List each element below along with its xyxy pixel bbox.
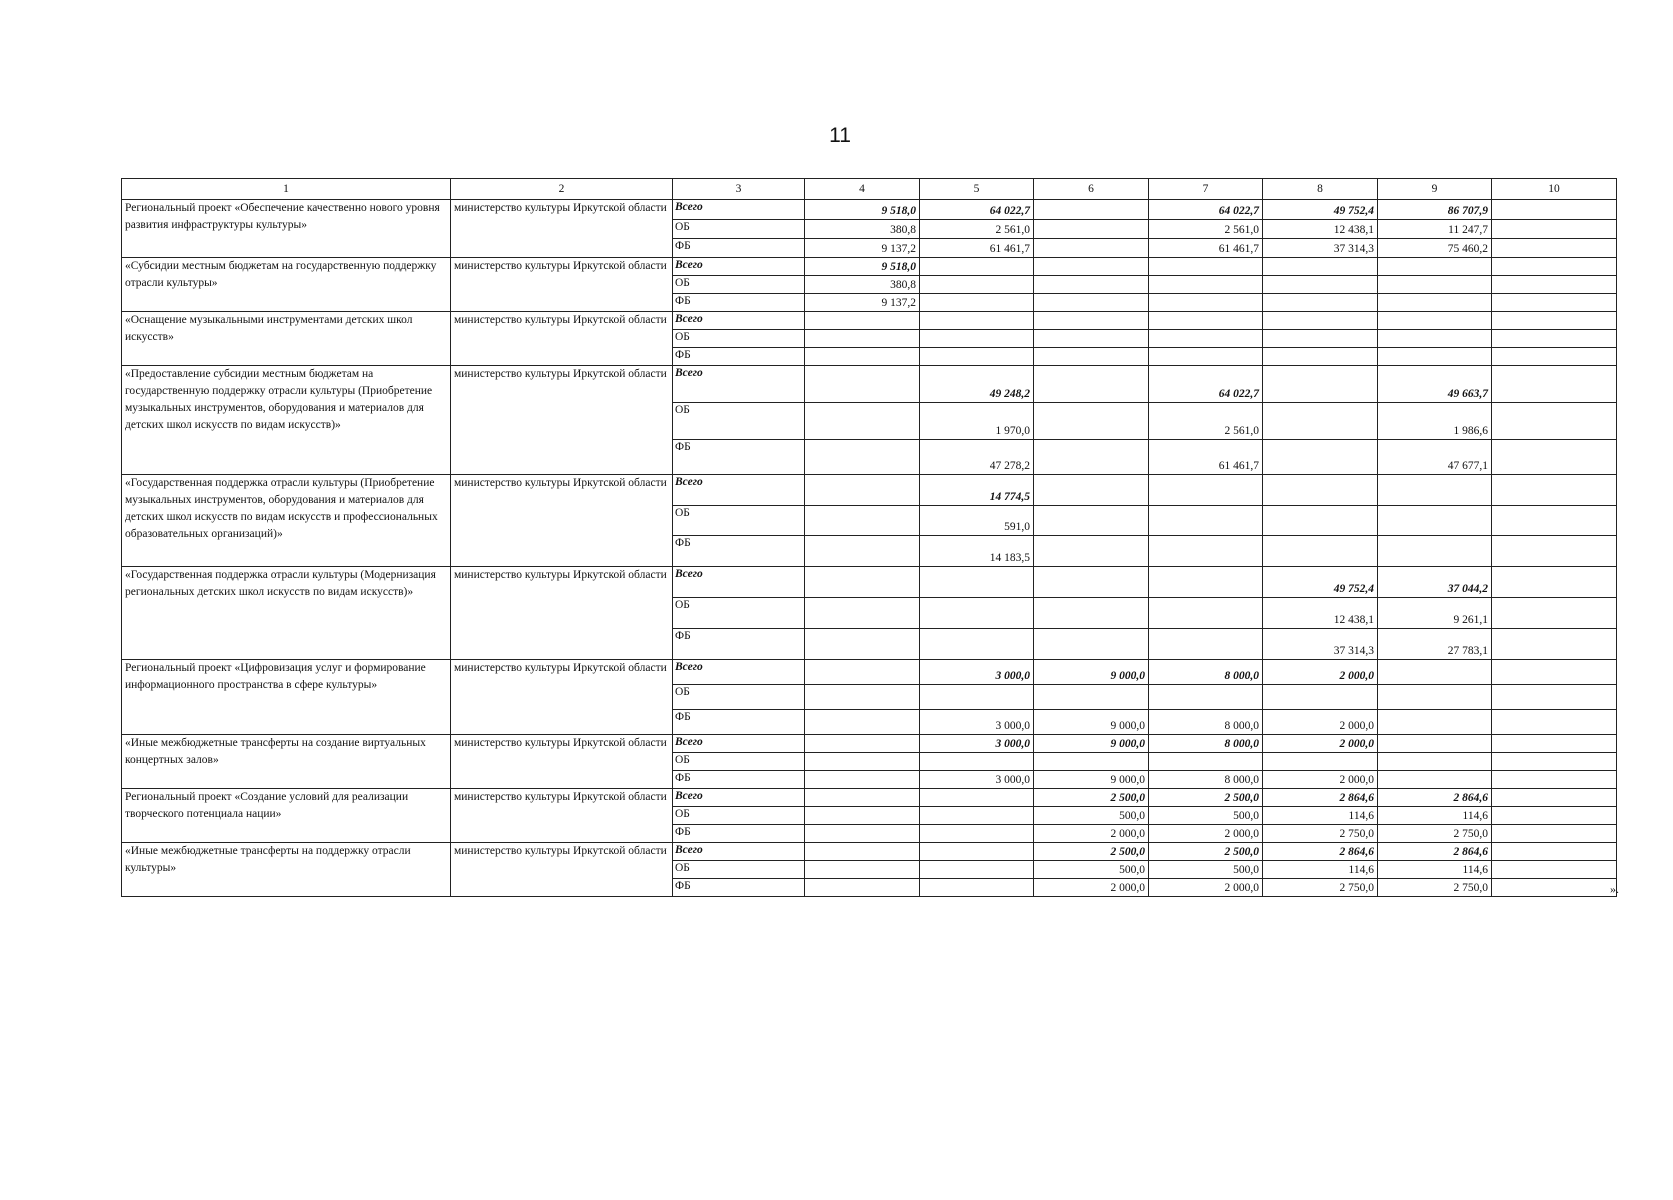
responsible-org: министерство культуры Иркутской области: [451, 843, 673, 897]
item-name: Региональный проект «Цифровизация услуг и формирование информационного пространства в сфере культуры»: [122, 660, 451, 735]
value-cell: [805, 685, 920, 710]
value-cell: 3 000,0: [920, 771, 1034, 789]
value-cell: [1492, 710, 1617, 735]
value-cell: [1034, 567, 1149, 598]
value-cell: 2 561,0: [1149, 403, 1263, 440]
value-cell: 8 000,0: [1149, 710, 1263, 735]
value-cell: 9 137,2: [805, 239, 920, 258]
value-cell: [1149, 258, 1263, 276]
value-cell: 2 500,0: [1149, 789, 1263, 807]
value-cell: 2 000,0: [1263, 771, 1378, 789]
value-cell: 2 500,0: [1034, 843, 1149, 861]
value-cell: [1378, 660, 1492, 685]
value-cell: 114,6: [1378, 861, 1492, 879]
funding-source: ОБ: [673, 807, 805, 825]
value-cell: 2 864,6: [1263, 843, 1378, 861]
value-cell: [805, 330, 920, 348]
responsible-org: министерство культуры Иркутской области: [451, 789, 673, 843]
value-cell: [1034, 506, 1149, 536]
funding-source: Всего: [673, 567, 805, 598]
value-cell: 61 461,7: [1149, 239, 1263, 258]
value-cell: 37 314,3: [1263, 239, 1378, 258]
value-cell: 64 022,7: [1149, 366, 1263, 403]
value-cell: [920, 567, 1034, 598]
value-cell: 61 461,7: [1149, 440, 1263, 475]
funding-source: Всего: [673, 789, 805, 807]
item-name: «Предоставление субсидии местным бюджетам на государственную поддержку отрасли культуры (Приобретение музыкальных инструментов, оборудования и материалов для детских школ искусств по видам искусств)»: [122, 366, 451, 475]
funding-source: ОБ: [673, 276, 805, 294]
value-cell: 2 864,6: [1378, 789, 1492, 807]
item-name: «Государственная поддержка отрасли культуры (Приобретение музыкальных инструментов, оборудования и материалов для детских школ искусств по видам искусств и профессиональных образовательных организаций)»: [122, 475, 451, 567]
responsible-org: министерство культуры Иркутской области: [451, 475, 673, 567]
funding-source: ФБ: [673, 629, 805, 660]
value-cell: [1034, 598, 1149, 629]
value-cell: [1492, 239, 1617, 258]
value-cell: [1378, 276, 1492, 294]
value-cell: [1149, 506, 1263, 536]
value-cell: 2 000,0: [1034, 825, 1149, 843]
column-header: 1: [122, 179, 451, 200]
responsible-org: министерство культуры Иркутской области: [451, 366, 673, 475]
value-cell: [1492, 294, 1617, 312]
budget-table-body: [122, 179, 1617, 897]
value-cell: 500,0: [1149, 861, 1263, 879]
funding-source: Всего: [673, 475, 805, 506]
value-cell: [1492, 536, 1617, 567]
table-row: [122, 312, 1617, 330]
value-cell: 500,0: [1034, 807, 1149, 825]
item-name: «Оснащение музыкальными инструментами детских школ искусств»: [122, 312, 451, 366]
value-cell: [1378, 753, 1492, 771]
funding-source: ФБ: [673, 348, 805, 366]
value-cell: [805, 735, 920, 753]
table-row: [122, 567, 1617, 598]
value-cell: [1034, 348, 1149, 366]
table-row: [122, 735, 1617, 753]
value-cell: 9 000,0: [1034, 735, 1149, 753]
value-cell: [1378, 771, 1492, 789]
value-cell: 591,0: [920, 506, 1034, 536]
value-cell: 64 022,7: [920, 200, 1034, 220]
value-cell: 2 000,0: [1034, 879, 1149, 897]
value-cell: [805, 807, 920, 825]
table-row: [122, 660, 1617, 685]
value-cell: [1149, 753, 1263, 771]
funding-source: Всего: [673, 258, 805, 276]
value-cell: [1263, 258, 1378, 276]
value-cell: [1263, 348, 1378, 366]
value-cell: 8 000,0: [1149, 771, 1263, 789]
value-cell: [805, 825, 920, 843]
value-cell: [1492, 475, 1617, 506]
funding-source: ФБ: [673, 239, 805, 258]
funding-source: Всего: [673, 843, 805, 861]
funding-source: ОБ: [673, 506, 805, 536]
item-name: «Государственная поддержка отрасли культуры (Модернизация региональных детских школ искусств по видам искусств)»: [122, 567, 451, 660]
value-cell: [805, 475, 920, 506]
value-cell: [805, 771, 920, 789]
funding-source: ФБ: [673, 710, 805, 735]
value-cell: 2 750,0: [1378, 825, 1492, 843]
value-cell: [920, 825, 1034, 843]
value-cell: 2 500,0: [1149, 843, 1263, 861]
value-cell: [1034, 312, 1149, 330]
value-cell: 9 000,0: [1034, 660, 1149, 685]
value-cell: [1034, 276, 1149, 294]
value-cell: 380,8: [805, 220, 920, 239]
value-cell: [1492, 660, 1617, 685]
value-cell: 9 261,1: [1378, 598, 1492, 629]
value-cell: [1034, 753, 1149, 771]
value-cell: [1263, 506, 1378, 536]
value-cell: [1378, 348, 1492, 366]
value-cell: [1378, 330, 1492, 348]
value-cell: 2 864,6: [1263, 789, 1378, 807]
value-cell: [1492, 879, 1617, 897]
value-cell: [1378, 294, 1492, 312]
value-cell: [1149, 567, 1263, 598]
value-cell: [1378, 312, 1492, 330]
value-cell: 8 000,0: [1149, 735, 1263, 753]
value-cell: [1492, 276, 1617, 294]
column-header: 9: [1378, 179, 1492, 200]
value-cell: 27 783,1: [1378, 629, 1492, 660]
value-cell: [920, 330, 1034, 348]
item-name: Региональный проект «Обеспечение качественно нового уровня развития инфраструктуры культуры»: [122, 200, 451, 258]
value-cell: [805, 567, 920, 598]
funding-source: ОБ: [673, 598, 805, 629]
budget-table: [121, 178, 1617, 897]
column-header: 10: [1492, 179, 1617, 200]
value-cell: 3 000,0: [920, 735, 1034, 753]
value-cell: [1492, 567, 1617, 598]
value-cell: [920, 312, 1034, 330]
value-cell: [1149, 598, 1263, 629]
value-cell: 9 000,0: [1034, 710, 1149, 735]
value-cell: 47 677,1: [1378, 440, 1492, 475]
value-cell: 2 000,0: [1149, 879, 1263, 897]
value-cell: 2 000,0: [1263, 710, 1378, 735]
value-cell: [920, 598, 1034, 629]
value-cell: [805, 753, 920, 771]
funding-source: ОБ: [673, 330, 805, 348]
value-cell: 37 314,3: [1263, 629, 1378, 660]
table-row: [122, 258, 1617, 276]
value-cell: 49 752,4: [1263, 200, 1378, 220]
closing-quote: ».: [1610, 882, 1619, 896]
value-cell: [1034, 629, 1149, 660]
value-cell: 47 278,2: [920, 440, 1034, 475]
item-name: «Иные межбюджетные трансферты на поддержку отрасли культуры»: [122, 843, 451, 897]
value-cell: [1492, 598, 1617, 629]
value-cell: [1149, 312, 1263, 330]
value-cell: 2 000,0: [1149, 825, 1263, 843]
funding-source: ОБ: [673, 753, 805, 771]
value-cell: [920, 753, 1034, 771]
value-cell: [1034, 475, 1149, 506]
value-cell: 49 248,2: [920, 366, 1034, 403]
value-cell: 9 000,0: [1034, 771, 1149, 789]
value-cell: [1149, 685, 1263, 710]
value-cell: [1263, 440, 1378, 475]
value-cell: 114,6: [1263, 861, 1378, 879]
value-cell: [805, 536, 920, 567]
value-cell: [1492, 330, 1617, 348]
value-cell: [1492, 629, 1617, 660]
value-cell: [805, 861, 920, 879]
value-cell: [1034, 440, 1149, 475]
value-cell: [805, 403, 920, 440]
value-cell: 114,6: [1378, 807, 1492, 825]
value-cell: [805, 789, 920, 807]
value-cell: [1034, 330, 1149, 348]
value-cell: [805, 879, 920, 897]
value-cell: [1492, 861, 1617, 879]
value-cell: 12 438,1: [1263, 220, 1378, 239]
value-cell: [805, 598, 920, 629]
value-cell: 2 500,0: [1034, 789, 1149, 807]
value-cell: [920, 629, 1034, 660]
value-cell: [920, 276, 1034, 294]
value-cell: 500,0: [1149, 807, 1263, 825]
value-cell: [1034, 366, 1149, 403]
value-cell: 64 022,7: [1149, 200, 1263, 220]
value-cell: [1034, 685, 1149, 710]
column-header: 7: [1149, 179, 1263, 200]
value-cell: [1378, 475, 1492, 506]
value-cell: [1492, 685, 1617, 710]
value-cell: [1034, 403, 1149, 440]
column-header: 6: [1034, 179, 1149, 200]
value-cell: [1492, 807, 1617, 825]
value-cell: 8 000,0: [1149, 660, 1263, 685]
value-cell: 2 864,6: [1378, 843, 1492, 861]
value-cell: 2 561,0: [920, 220, 1034, 239]
value-cell: [1263, 312, 1378, 330]
value-cell: 86 707,9: [1378, 200, 1492, 220]
value-cell: [1149, 294, 1263, 312]
item-name: «Субсидии местным бюджетам на государственную поддержку отрасли культуры»: [122, 258, 451, 312]
value-cell: [1034, 239, 1149, 258]
value-cell: [805, 629, 920, 660]
value-cell: [1492, 789, 1617, 807]
value-cell: [805, 506, 920, 536]
value-cell: [920, 879, 1034, 897]
value-cell: 3 000,0: [920, 660, 1034, 685]
value-cell: [920, 789, 1034, 807]
value-cell: [1263, 276, 1378, 294]
item-name: «Иные межбюджетные трансферты на создание виртуальных концертных залов»: [122, 735, 451, 789]
value-cell: [1378, 685, 1492, 710]
value-cell: [1263, 475, 1378, 506]
value-cell: [1149, 330, 1263, 348]
value-cell: 9 518,0: [805, 258, 920, 276]
column-header-row: [122, 179, 1617, 200]
funding-source: ОБ: [673, 861, 805, 879]
value-cell: [1492, 735, 1617, 753]
value-cell: [920, 685, 1034, 710]
funding-source: ФБ: [673, 294, 805, 312]
value-cell: [920, 258, 1034, 276]
value-cell: [1263, 366, 1378, 403]
value-cell: [920, 843, 1034, 861]
value-cell: [1263, 536, 1378, 567]
value-cell: 9 518,0: [805, 200, 920, 220]
value-cell: 61 461,7: [920, 239, 1034, 258]
value-cell: [1149, 348, 1263, 366]
page-number: 11: [829, 124, 851, 147]
funding-source: ФБ: [673, 879, 805, 897]
value-cell: 9 137,2: [805, 294, 920, 312]
value-cell: [920, 807, 1034, 825]
value-cell: [1378, 258, 1492, 276]
value-cell: 2 000,0: [1263, 660, 1378, 685]
funding-source: ОБ: [673, 220, 805, 239]
item-name: Региональный проект «Создание условий для реализации творческого потенциала нации»: [122, 789, 451, 843]
value-cell: [805, 366, 920, 403]
value-cell: 14 774,5: [920, 475, 1034, 506]
value-cell: 11 247,7: [1378, 220, 1492, 239]
responsible-org: министерство культуры Иркутской области: [451, 660, 673, 735]
value-cell: 2 750,0: [1263, 879, 1378, 897]
responsible-org: министерство культуры Иркутской области: [451, 200, 673, 258]
value-cell: [1263, 403, 1378, 440]
table-row: [122, 843, 1617, 861]
value-cell: [805, 348, 920, 366]
value-cell: [1492, 771, 1617, 789]
responsible-org: министерство культуры Иркутской области: [451, 735, 673, 789]
value-cell: [1263, 753, 1378, 771]
value-cell: [1149, 629, 1263, 660]
value-cell: [805, 660, 920, 685]
table-row: [122, 200, 1617, 220]
value-cell: [1263, 685, 1378, 710]
column-header: 3: [673, 179, 805, 200]
value-cell: 1 986,6: [1378, 403, 1492, 440]
value-cell: [1492, 753, 1617, 771]
value-cell: [920, 294, 1034, 312]
value-cell: [1492, 506, 1617, 536]
value-cell: 114,6: [1263, 807, 1378, 825]
value-cell: 1 970,0: [920, 403, 1034, 440]
value-cell: 380,8: [805, 276, 920, 294]
value-cell: 2 561,0: [1149, 220, 1263, 239]
value-cell: [1034, 258, 1149, 276]
funding-source: ФБ: [673, 536, 805, 567]
value-cell: 49 752,4: [1263, 567, 1378, 598]
value-cell: 2 000,0: [1263, 735, 1378, 753]
value-cell: [1492, 825, 1617, 843]
value-cell: 2 750,0: [1378, 879, 1492, 897]
value-cell: [805, 710, 920, 735]
funding-source: Всего: [673, 312, 805, 330]
value-cell: [1492, 200, 1617, 220]
funding-source: Всего: [673, 200, 805, 220]
value-cell: [1378, 710, 1492, 735]
funding-source: Всего: [673, 735, 805, 753]
value-cell: [920, 348, 1034, 366]
value-cell: 500,0: [1034, 861, 1149, 879]
funding-source: ФБ: [673, 825, 805, 843]
value-cell: [1263, 294, 1378, 312]
value-cell: [1149, 276, 1263, 294]
funding-source: ОБ: [673, 685, 805, 710]
column-header: 2: [451, 179, 673, 200]
value-cell: [1034, 200, 1149, 220]
column-header: 5: [920, 179, 1034, 200]
value-cell: 12 438,1: [1263, 598, 1378, 629]
value-cell: [1149, 475, 1263, 506]
value-cell: 2 750,0: [1263, 825, 1378, 843]
funding-source: Всего: [673, 660, 805, 685]
value-cell: [1378, 735, 1492, 753]
table-row: [122, 475, 1617, 506]
value-cell: [805, 312, 920, 330]
value-cell: [920, 861, 1034, 879]
value-cell: [1492, 843, 1617, 861]
funding-source: ОБ: [673, 403, 805, 440]
column-header: 4: [805, 179, 920, 200]
value-cell: [1492, 366, 1617, 403]
responsible-org: министерство культуры Иркутской области: [451, 312, 673, 366]
value-cell: [805, 440, 920, 475]
value-cell: [1034, 220, 1149, 239]
funding-source: Всего: [673, 366, 805, 403]
value-cell: [1378, 506, 1492, 536]
value-cell: [1492, 220, 1617, 239]
value-cell: [1492, 403, 1617, 440]
table-row: [122, 789, 1617, 807]
value-cell: 14 183,5: [920, 536, 1034, 567]
value-cell: [805, 843, 920, 861]
funding-source: ФБ: [673, 440, 805, 475]
value-cell: [1263, 330, 1378, 348]
column-header: 8: [1263, 179, 1378, 200]
value-cell: 49 663,7: [1378, 366, 1492, 403]
value-cell: 37 044,2: [1378, 567, 1492, 598]
value-cell: [1034, 294, 1149, 312]
responsible-org: министерство культуры Иркутской области: [451, 567, 673, 660]
responsible-org: министерство культуры Иркутской области: [451, 258, 673, 312]
value-cell: 75 460,2: [1378, 239, 1492, 258]
value-cell: [1492, 312, 1617, 330]
funding-source: ФБ: [673, 771, 805, 789]
table-row: [122, 366, 1617, 403]
value-cell: [1034, 536, 1149, 567]
value-cell: [1492, 440, 1617, 475]
value-cell: [1378, 536, 1492, 567]
value-cell: [1149, 536, 1263, 567]
value-cell: 3 000,0: [920, 710, 1034, 735]
value-cell: [1492, 258, 1617, 276]
value-cell: [1492, 348, 1617, 366]
